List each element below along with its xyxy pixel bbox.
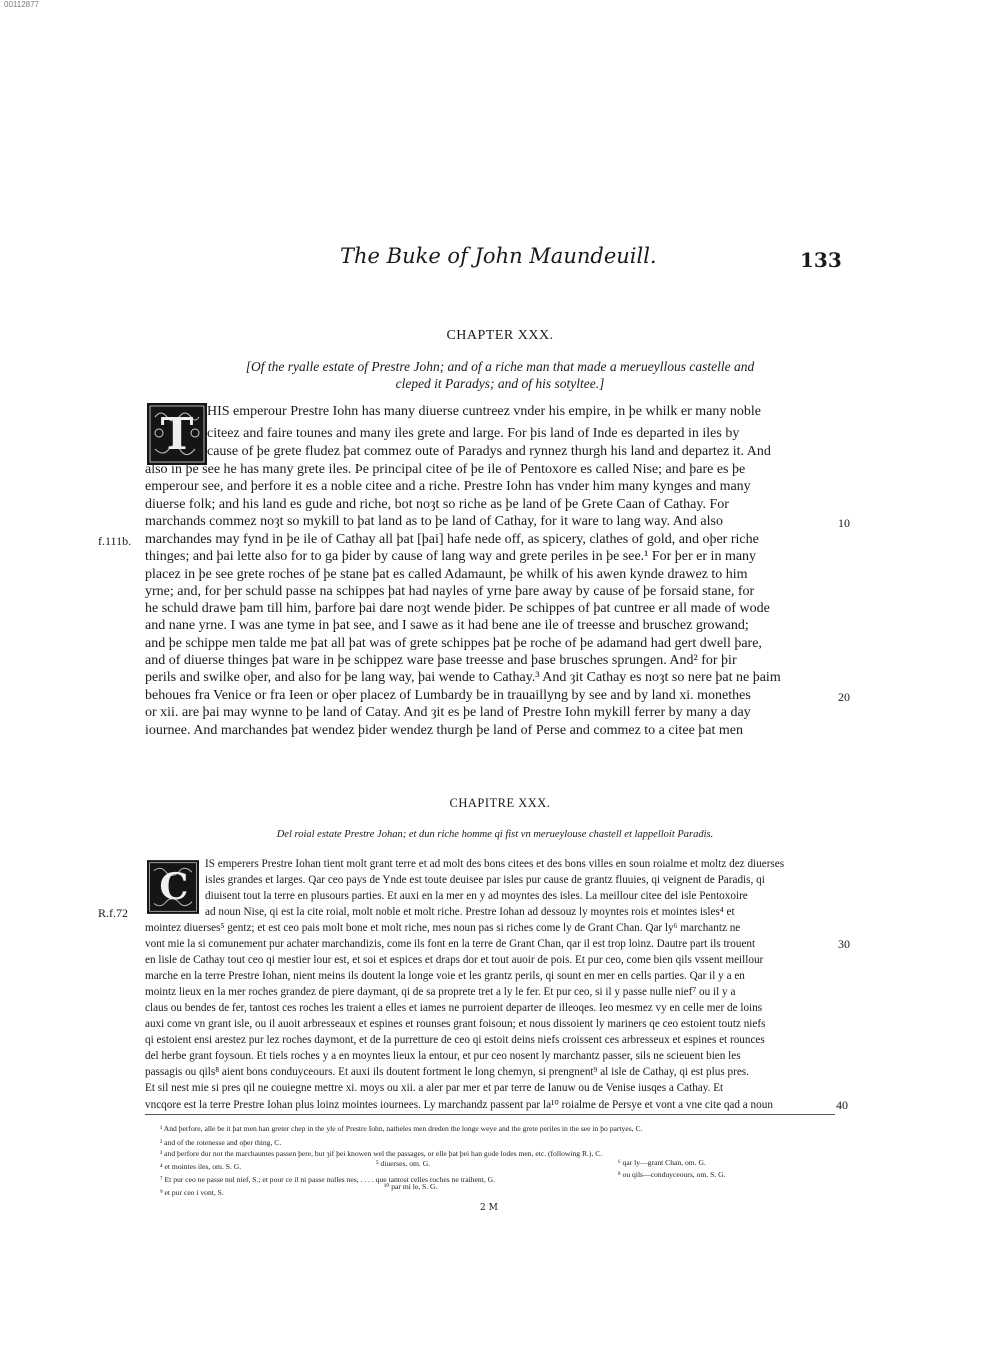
english-chapter-subtitle-2: cleped it Paradys; and of his sotyltee.] (395, 376, 605, 391)
dropcap-c-ornament (147, 860, 199, 914)
text-line: citeez and faire tounes and many iles grete and large. For þis land of Inde es departed in iles by (207, 426, 740, 441)
footnote: ² and of the rotenesse and oþer thing, C. (160, 1138, 282, 1147)
page-number: 133 (800, 248, 842, 272)
text-line: IS emperers Prestre Iohan tient molt grant terre et ad molt des bons citees et des bons villes en soun roialme et moltz dez diuerses (205, 858, 785, 870)
text-line: ad noun Nise, qi est la cite roial, molt noble et molt riche. Prestre Iohan ad dessouz ly moyntes rois et mointes isles⁴ et (205, 906, 735, 918)
text-line: iournee. And marchandes þat wendez þider wendez thurgh þe land of Perse and commez to a citee þat men (145, 723, 744, 738)
text-line: mointez diuerses⁵ gentz; et est ceo pais molt bone et molt riche, mes noun pas si riches come ly de Grant Chan. Qar ly⁶ marchantz ne (145, 922, 741, 934)
folio-marginal-note: f.111b. (98, 534, 132, 548)
text-line: diuisent tout la terre en plusours parties. Et auxi en la mer en y ad moyntes des isles. La meillour citee del isle Pentoxoire (205, 890, 748, 902)
text-line: isles grandes et larges. Qar ceo pays de Ynde est toute deuisee par isles pur cause de grantz fluuies, qi veignent de Paradis, qi (205, 874, 765, 886)
footnote-rule (145, 1114, 835, 1115)
text-line: or xii. are þai may wynne to þe land of Catay. And ȝit es þe land of Prestre Iohn mykill ferrer by many a day (145, 705, 751, 720)
running-title: The Buke of John Maundeuill. (340, 244, 657, 268)
text-line: mointz lieux en la mer roches grandez de piere daymant, qi de sa proprete tret a ly le fer. Et pur ceo, si il y passe nulle nief⁷ ou il y a (145, 986, 736, 998)
text-line: placez in þe see grete roches of þe stane þat es called Adamaunt, þe whilk of his awen kynde drawez to him (145, 567, 748, 582)
text-line: diuerse folk; and his land es gude and riche, bot noȝt so riche as þe land of þe Grete Caan of Cathay. For (145, 497, 729, 512)
line-number: 20 (838, 690, 850, 704)
footnote: ⁷ Et pur ceo ne passe nul nief, S.; et pour ce il ni passe nulles nes, . . . . que tantost celles roches ne traihent, G. (160, 1175, 495, 1184)
line-number: 30 (838, 937, 850, 951)
text-line: he schuld drawe þam till him, þarfore þai dare noȝt wende þider. Þe schippes of þat cuntree er all made of wode (145, 601, 770, 616)
text-line: thinges; and þai lette also for to ga þider by cause of lang way and grete periles in þe see.¹ For þer er in many (145, 549, 757, 564)
english-chapter-subtitle-1: [Of the ryalle estate of Prestre John; and of a riche man that made a merueyllous castelle and (245, 359, 755, 374)
text-line: passagis ou qils⁸ aient bons conduyceours. Et auxi ils doutent fortment le long chemyn, si prengnent⁹ al isle de Cathay, qi est plus pres. (145, 1066, 749, 1078)
text-line: emperour see, and þerfore it es a noble citee and a riche. Prestre Iohn has vnder him many kynges and many (145, 479, 751, 494)
footnote: ¹⁰ par mi le, S. G. (384, 1182, 438, 1191)
text-line: qi estoient ensi arestez pur lez roches daymont, et de la purretture de ceo qi estoit deins niefs croissent ces arbresseux et espines et rounces (145, 1034, 765, 1046)
french-chapter-subtitle: Del roial estate Prestre Johan; et dun riche homme qi fist vn merueylouse chastell et lappelloit Paradis. (276, 829, 714, 840)
footnote: ³ and þerfore dur not the marchauntes passen þere, but ȝif þei knowen wel the passages, or elle þat þei han gode lodes men, etc. (following R.), C. (160, 1149, 603, 1158)
line-number: 40 (836, 1098, 848, 1112)
text-line: perils and swilke oþer, and also for þe lang way, þai wende to Cathay.³ And ȝit Cathay es noȝt so nere þat ne þaim (145, 670, 781, 685)
text-line: and nane yrne. I was ane tyme in þat see, and I sawe as it had bene ane ile of treesse and bruschez growand; (145, 618, 749, 633)
text-line: en lisle de Cathay tout ceo qi mestier lour est, et soi et espices et draps dor et tout auoir de pois. Et pur ceo, come bien qils vssent meillour (145, 954, 764, 966)
text-line: and of diuerse thinges þat ware in þe schippez ware þase treesse and þase brusches sprungen. And² for þir (145, 653, 737, 668)
text-line: del herbe grant foysoun. Et tiels roches y a en moyntes lieux la entour, et pur ceo nosent ly marchantz passer, sils ne scieuent bien les (145, 1050, 741, 1062)
text-line: also in þe see he has many grete iles. Þe principal citee of þe ile of Pentoxore es called Nise; and þare es þe (145, 462, 746, 477)
text-line: auxi come vn grant isle, ou il auoit arbresseaux et espines et rounses grant foisoun; et nous dissoient ly mariners qe ceo estoient toutz niefs (145, 1018, 766, 1030)
dropcap-t-ornament (147, 403, 207, 465)
text-line: marche en la terre Prestre Iohan, nient meins ils doutent la longe voie et les grantz perils, qi sount en mer en cells parties. Qar il y a en (145, 970, 745, 982)
signature-mark: 2 M (480, 1203, 498, 1213)
line-number: 10 (838, 516, 850, 530)
text-line: vont mie la si comunement pur achater marchandizis, come ils font en la terre de Grant Chan, qar il est trop loinz. Dautre part ils trouent (145, 938, 756, 950)
footnote: ⁴ et mointes iles, om. S. G. (160, 1162, 242, 1171)
footnote: ⁸ ou qils—conduyceours, om. S. G. (618, 1170, 726, 1179)
text-line: marchands commez noȝt so mykill to þat land as to þe land of Cathay, for it ware to lang way. And also (145, 514, 723, 529)
text-line: Et sil nest mie si pres qil ne couiegne mettre xi. moys ou xii. a aler par mer et par terre de Ianuw ou de Venise iusqes a Cathay. Et (145, 1082, 724, 1094)
text-line: and þe schippe men talde me þat all þat was of grete schippes þat þe roche of þe adamand had gert dwell þare, (145, 636, 762, 651)
english-chapter-heading: CHAPTER XXX. (446, 328, 554, 343)
text-line: claus ou bendes de fer, tantost ces roches les traient a elles et iames ne purroient departer de illeoqes. Ieo mesmez vy en celle mer de loins (145, 1002, 763, 1014)
footnote: ¹ And þerfore, alle be it þat men han greter chep in the yle of Prestre Iohn, natheles men dreden the longe weye and the grete periles in the see in þo partyes, C. (160, 1124, 643, 1133)
text-line: cause of þe grete fludez þat commez oute of Paradys and rynnez thurgh his land and departez it. And (207, 444, 771, 459)
french-chapter-heading: CHAPITRE XXX. (449, 796, 551, 810)
text-line: marchandes may fynd in þe ile of Cathay all þat [þai] hafe nede off, as spicery, clathes of gold, and oþer riche (145, 532, 759, 547)
dropcap-t: T (160, 409, 194, 460)
text-line: HIS emperour Prestre Iohn has many diuerse cuntreez vnder his empire, in þe whilk er many noble (207, 404, 761, 419)
text-line: yrne; and, for þer schuld passe na schippes þat had nayles of yrne þare away by cause of þe forsaid stane, for (145, 584, 755, 599)
text-line: vncqore est la terre Prestre Iohan plus loinz mointes iournees. Ly marchandz passent par la¹⁰ roialme de Persye et vont a vne cite qad a noun (145, 1099, 773, 1111)
text-line: behoues fra Venice or fra Ieen or oþer placez of Lumbardy be in trauaillyng by see and by land xi. monethes (145, 688, 751, 703)
corner-mark: 00112877 (4, 0, 39, 9)
footnote: ⁹ et pur ceo i vont, S. (160, 1188, 224, 1197)
footnote: ⁶ qar ly—grant Chan, om. G. (618, 1158, 706, 1167)
footnote: ⁵ diuerses, om. G. (376, 1159, 431, 1168)
dropcap-c: C (159, 865, 189, 909)
folio-marginal-note: R.f.72 (98, 906, 128, 920)
